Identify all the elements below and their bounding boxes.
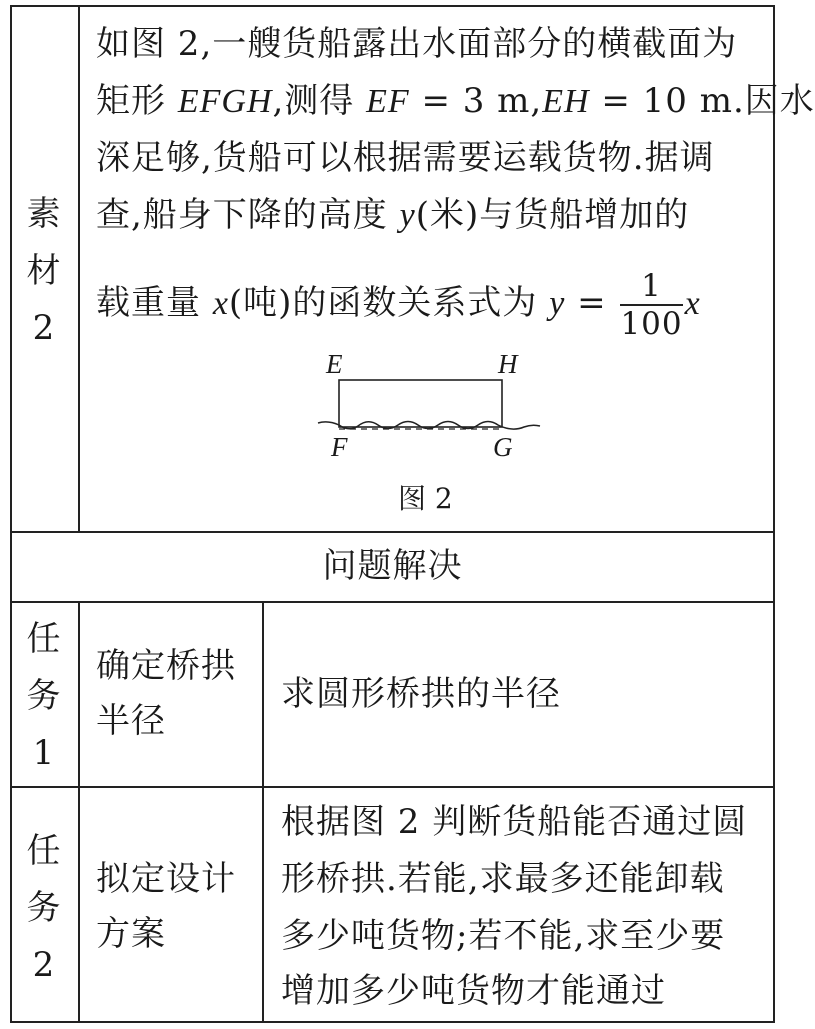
task2-title-line2: 方案: [96, 914, 166, 954]
task2-content-line4: 增加多少吨货物才能通过: [281, 971, 666, 1011]
point-label-E: E: [326, 349, 343, 379]
task2-label-char3: 2: [32, 945, 56, 985]
task1-label-char3: 1: [32, 733, 56, 773]
task2-label-char1: 任: [26, 831, 62, 871]
material-text-line2: 矩形 EFGH,测得 EF = 3 m,EH = 10 m.因水: [96, 81, 815, 121]
material-label-char2: 材: [26, 251, 62, 291]
material-label-char3: 2: [32, 308, 56, 348]
point-label-H: H: [498, 349, 518, 379]
task1-title-line1: 确定桥拱: [96, 646, 236, 686]
point-label-G: G: [493, 432, 513, 462]
material-label-char1: 素: [26, 194, 62, 234]
task1-title-line2: 半径: [96, 701, 166, 741]
material-text-line1: 如图 2,一艘货船露出水面部分的横截面为: [96, 24, 738, 64]
section-header: 问题解决: [322, 546, 463, 586]
fraction-denominator: 100: [620, 306, 683, 342]
task2-title-line1: 拟定设计: [96, 859, 236, 899]
figure-caption: 图 2: [398, 482, 453, 515]
task1-label-char1: 任: [26, 619, 62, 659]
material-text-line5: 载重量 x(吨)的函数关系式为 y = $\frac{1}{100}$ x: [96, 268, 701, 342]
point-label-F: F: [331, 432, 348, 462]
task2-content-line1: 根据图 2 判断货船能否通过圆: [281, 802, 748, 842]
task2-content-line3: 多少吨货物;若不能,求至少要: [281, 916, 726, 956]
fraction-numerator: 1: [620, 268, 682, 306]
ship-rectangle: [339, 380, 502, 427]
task2-content-line2: 形桥拱.若能,求最多还能卸载: [281, 859, 725, 899]
material-text-line3: 深足够,货船可以根据需要运载货物.据调: [96, 138, 715, 178]
water-surface-wave: [318, 422, 540, 430]
task2-label-char2: 务: [26, 888, 62, 928]
task1-content: 求圆形桥拱的半径: [281, 674, 561, 714]
task1-label-char2: 务: [26, 676, 62, 716]
material-text-line4: 查,船身下降的高度 y(米)与货船增加的: [96, 195, 690, 235]
